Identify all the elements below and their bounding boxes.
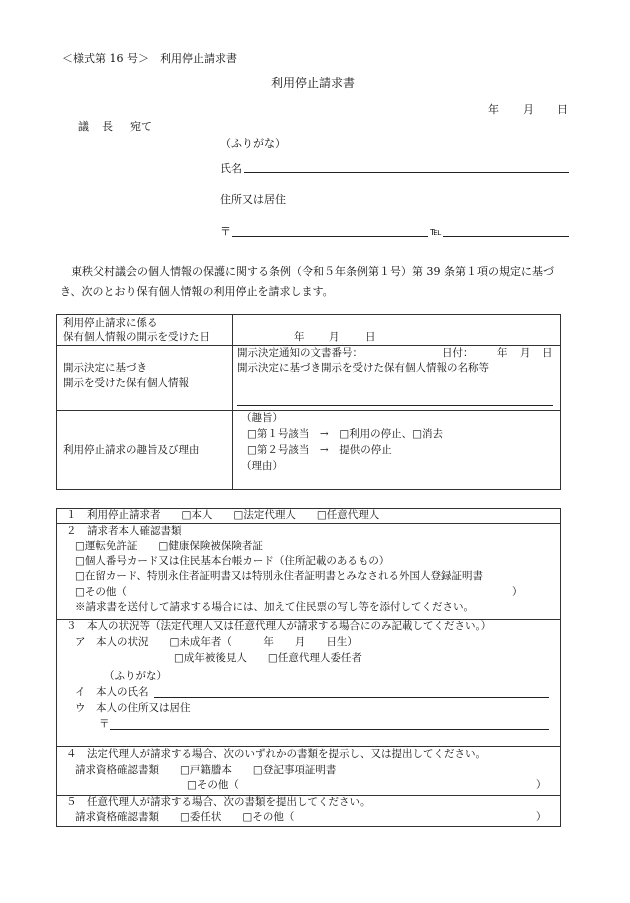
page-title: 利用停止請求書 xyxy=(271,76,356,90)
id-documents-line-3[interactable]: □在留カード、特別永住者証明書又は特別永住者証明書とみなされる外国人登録証明書 xyxy=(75,570,483,582)
principal-status-heading: ３ 本人の状況等（法定代理人又は任意代理人が請求する場合にのみ記載してください。） xyxy=(66,620,492,632)
phone-field[interactable] xyxy=(443,236,569,237)
purpose-option-1[interactable]: □第１号該当 → □利用の停止、□消去 xyxy=(247,428,444,440)
request-table-divider xyxy=(232,314,233,490)
request-table-rule-2 xyxy=(56,410,561,411)
purpose-heading: （趣旨） xyxy=(241,412,283,424)
date-month: 月 xyxy=(523,103,534,116)
reason-heading: （理由） xyxy=(241,460,283,472)
disclosed-info-name-label: 開示決定に基づき開示を受けた保有個人情報の名称等 xyxy=(237,362,489,374)
postal-icon: 〒 xyxy=(220,225,231,238)
notice-day: 日 xyxy=(542,347,553,359)
purpose-reason-label: 利用停止請求の趣旨及び理由 xyxy=(63,444,200,456)
phone-icon: ℡ xyxy=(430,225,442,238)
requester-table-rule-3 xyxy=(56,746,561,747)
principal-address-label: ウ 本人の住所又は居住 xyxy=(75,702,191,714)
notice-date-label: 日付： xyxy=(442,347,474,359)
notice-month: 月 xyxy=(520,347,531,359)
principal-postal-icon: 〒 xyxy=(99,718,110,730)
principal-status-line-1[interactable]: ア 本人の状況 □未成年者（ 年 月 日生） xyxy=(75,636,358,648)
id-documents-line-2[interactable]: □個人番号カード又は住民基本台帳カード（住所記載のあるもの） xyxy=(75,555,390,567)
voluntary-agent-heading: ５ 任意代理人が請求する場合、次の書類を提出してください。 xyxy=(66,796,371,808)
voluntary-agent-other-close: ） xyxy=(536,811,547,823)
name-field[interactable] xyxy=(244,172,569,173)
principal-furigana-label: （ふりがな） xyxy=(104,670,167,682)
principal-status-line-2[interactable]: □成年被後見人 □任意代理人委任者 xyxy=(174,652,362,664)
disclosure-date-label-2: 保有個人情報の開示を受けた日 xyxy=(63,331,210,343)
disclosed-info-label-2: 開示を受けた保有個人情報 xyxy=(63,377,189,389)
id-documents-note: ※請求書を送付して請求する場合には、加えて住民票の写し等を添付してください。 xyxy=(75,601,474,613)
disclosure-day: 日 xyxy=(365,331,376,343)
id-documents-heading: ２ 請求者本人確認書類 xyxy=(66,525,182,537)
id-documents-line-1[interactable]: □運転免許証 □健康保険被保険者証 xyxy=(75,540,263,552)
addressee-suffix: 宛て xyxy=(130,120,152,133)
legal-agent-documents[interactable]: 請求資格確認書類 □戸籍謄本 □登記事項証明書 xyxy=(75,764,337,776)
disclosed-info-name-field[interactable] xyxy=(237,405,553,406)
disclosed-info-label-1: 開示決定に基づき xyxy=(63,362,147,374)
intro-paragraph: 東秩父村議会の個人情報の保護に関する条例（令和５年条例第１号）第 39 条第１項の規定に基づき、次のとおり保有個人情報の利用停止を請求します。 xyxy=(60,265,554,298)
addressee-name: 議 長 xyxy=(78,120,114,133)
address-label: 住所又は居住 xyxy=(220,193,286,206)
principal-name-field[interactable] xyxy=(154,697,549,698)
form-number: ＜様式第 16 号＞ 利用停止請求書 xyxy=(62,52,237,65)
legal-agent-other[interactable]: □その他（ xyxy=(187,779,239,791)
document-number-label: 開示決定通知の文書番号： xyxy=(237,347,363,359)
date-year: 年 xyxy=(488,103,499,116)
id-documents-other[interactable]: □その他（ xyxy=(75,586,127,598)
name-label: 氏名 xyxy=(220,162,242,175)
disclosure-year: 年 xyxy=(294,331,305,343)
notice-year: 年 xyxy=(497,347,508,359)
principal-name-label: イ 本人の氏名 xyxy=(75,686,149,698)
disclosure-month: 月 xyxy=(329,331,340,343)
requester-type-row[interactable]: １ 利用停止請求者 □本人 □法定代理人 □任意代理人 xyxy=(66,509,380,521)
furigana-label: （ふりがな） xyxy=(220,137,286,150)
disclosure-date-label-1: 利用停止請求に係る xyxy=(63,317,158,329)
voluntary-agent-documents[interactable]: 請求資格確認書類 □委任状 □その他（ xyxy=(75,811,295,823)
requester-table-rule-1 xyxy=(56,523,561,524)
legal-agent-heading: ４ 法定代理人が請求する場合、次のいずれかの書類を提示し、又は提出してください。 xyxy=(66,748,486,760)
date-day: 日 xyxy=(557,103,568,116)
id-documents-other-close: ） xyxy=(512,586,523,598)
principal-address-field[interactable] xyxy=(110,729,549,730)
request-table-rule-1 xyxy=(56,345,561,346)
address-field[interactable] xyxy=(232,236,428,237)
legal-agent-other-close: ） xyxy=(536,779,547,791)
purpose-option-2[interactable]: □第２号該当 → 提供の停止 xyxy=(247,444,392,456)
